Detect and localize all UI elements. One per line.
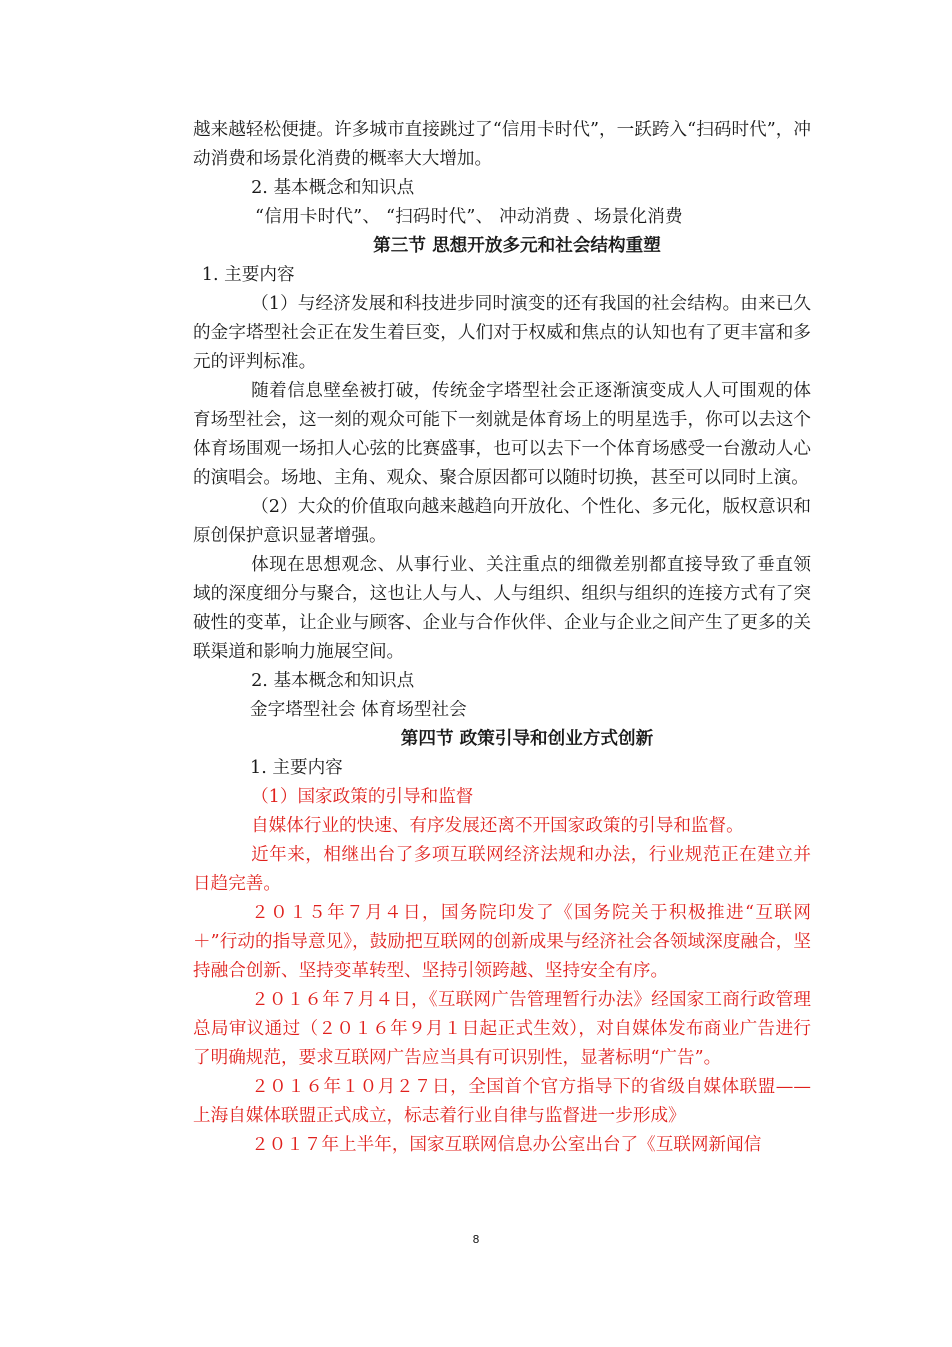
- subsection-label: 2. 基本概念和知识点: [251, 671, 415, 691]
- page-body: [193, 116, 811, 1160]
- paragraph: 体现在思想观念、从事行业、关注重点的细微差别都直接导致了垂直领域的深度细分与聚合，这也让人与人、人与组织、组织与组织的连接方式有了突破性的变革，让企业与顾客、企业与合作伙伴、企业与企业之间产生了更多的关联渠道和影响力施展空间。: [193, 555, 811, 662]
- page-number: 8: [472, 1233, 480, 1246]
- keyword-list: “信用卡时代”、 “扫码时代”、 冲动消费 、场景化消费: [255, 207, 683, 227]
- red-paragraph: ２０１５年７月４日，国务院印发了《国务院关于积极推进“互联网＋”行动的指导意见》，鼓励把互联网的创新成果与经济社会各领域深度融合，坚持融合创新、坚持变革转型、坚持引领跨越、坚持安全有序。: [193, 903, 811, 981]
- section-heading-4: 第四节 政策引导和创业方式创新: [400, 729, 654, 749]
- keyword-list: 金字塔型社会 体育场型社会: [250, 700, 467, 720]
- red-paragraph: ２０１６年７月４日，《互联网广告管理暂行办法》经国家工商行政管理总局审议通过（２０１６年９月１日起正式生效），对自媒体发布商业广告进行了明确规范，要求互联网广告应当具有可识别性，显著标明“广告”。: [193, 990, 811, 1068]
- paragraph: （2）大众的价值取向越来越趋向开放化、个性化、多元化，版权意识和原创保护意识显著增强。: [193, 497, 811, 546]
- subsection-label: 2. 基本概念和知识点: [251, 178, 415, 198]
- red-paragraph: 自媒体行业的快速、有序发展还离不开国家政策的引导和监督。: [251, 816, 744, 836]
- section-heading-3: 第三节 思想开放多元和社会结构重塑: [373, 236, 661, 256]
- red-paragraph: （1）国家政策的引导和监督: [251, 787, 474, 807]
- red-paragraph: ２０１６年１０月２７日，全国首个官方指导下的省级自媒体联盟——上海自媒体联盟正式成立，标志着行业自律与监督进一步形成》: [193, 1077, 811, 1126]
- paragraph: 越来越轻松便捷。许多城市直接跳过了“信用卡时代”，一跃跨入“扫码时代”，冲动消费和场景化消费的概率大大增加。: [193, 120, 811, 169]
- paragraph: （1）与经济发展和科技进步同时演变的还有我国的社会结构。由来已久的金字塔型社会正在发生着巨变，人们对于权威和焦点的认知也有了更丰富和多元的评判标准。: [193, 294, 811, 372]
- subsection-label: 1. 主要内容: [250, 758, 343, 778]
- red-paragraph: ２０１７年上半年，国家互联网信息办公室出台了《互联网新闻信: [251, 1135, 762, 1155]
- red-paragraph: 近年来，相继出台了多项互联网经济法规和办法，行业规范正在建立并日趋完善。: [193, 845, 811, 894]
- subsection-label: 1. 主要内容: [201, 265, 295, 285]
- paragraph: 随着信息壁垒被打破，传统金字塔型社会正逐渐演变成人人可围观的体育场型社会，这一刻的观众可能下一刻就是体育场上的明星选手，你可以去这个体育场围观一场扣人心弦的比赛盛事，也可以去下一个体育场感受一台激动人心的演唱会。场地、主角、观众、聚合原因都可以随时切换，甚至可以同时上演。: [193, 381, 811, 488]
